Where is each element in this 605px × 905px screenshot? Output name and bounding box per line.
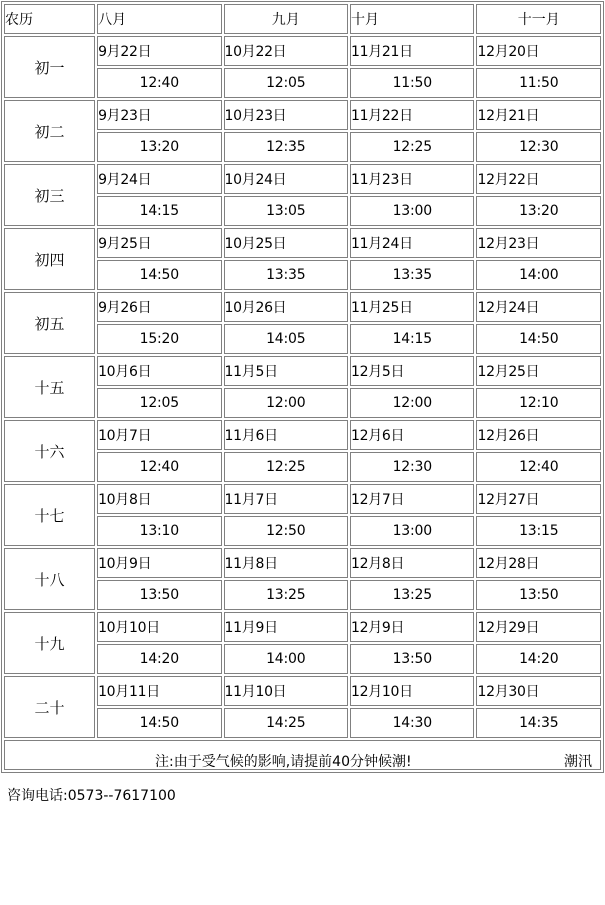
date-cell: 10月11日 bbox=[97, 676, 221, 706]
date-cell: 11月9日 bbox=[224, 612, 348, 642]
lunar-day: 十六 bbox=[4, 420, 95, 482]
tide-time-cell: 14:00 bbox=[224, 644, 348, 674]
tide-time-cell: 14:15 bbox=[350, 324, 474, 354]
date-cell: 12月9日 bbox=[350, 612, 474, 642]
tide-time-cell: 15:20 bbox=[97, 324, 221, 354]
date-cell: 10月10日 bbox=[97, 612, 221, 642]
tide-time-cell: 14:35 bbox=[476, 708, 601, 738]
tide-time-cell: 14:50 bbox=[97, 708, 221, 738]
lunar-day: 十五 bbox=[4, 356, 95, 418]
lunar-day: 初五 bbox=[4, 292, 95, 354]
date-cell: 11月24日 bbox=[350, 228, 474, 258]
date-cell: 9月24日 bbox=[97, 164, 221, 194]
date-cell: 12月28日 bbox=[476, 548, 601, 578]
tide-time-cell: 13:25 bbox=[350, 580, 474, 610]
header-row bbox=[4, 4, 601, 34]
tide-time-cell: 13:20 bbox=[476, 196, 601, 226]
tide-time-cell: 13:50 bbox=[350, 644, 474, 674]
tide-time-cell: 14:15 bbox=[97, 196, 221, 226]
tide-time-cell: 12:40 bbox=[476, 452, 601, 482]
tide-time-cell: 12:05 bbox=[224, 68, 348, 98]
date-cell: 9月25日 bbox=[97, 228, 221, 258]
date-cell: 12月23日 bbox=[476, 228, 601, 258]
tide-time-cell: 12:40 bbox=[97, 68, 221, 98]
date-cell: 12月7日 bbox=[350, 484, 474, 514]
date-cell: 10月6日 bbox=[97, 356, 221, 386]
date-cell: 10月9日 bbox=[97, 548, 221, 578]
date-cell: 12月27日 bbox=[476, 484, 601, 514]
date-cell: 12月29日 bbox=[476, 612, 601, 642]
tide-time-cell: 14:50 bbox=[97, 260, 221, 290]
contact-phone: 咨询电话:0573--7617100 bbox=[7, 788, 176, 804]
date-cell: 10月25日 bbox=[224, 228, 348, 258]
footer-source: 潮汛 bbox=[564, 754, 592, 770]
lunar-day: 十七 bbox=[4, 484, 95, 546]
tide-time-cell: 14:05 bbox=[224, 324, 348, 354]
lunar-day: 初二 bbox=[4, 100, 95, 162]
tide-time-cell: 12:00 bbox=[224, 388, 348, 418]
date-cell: 11月8日 bbox=[224, 548, 348, 578]
tide-time-cell: 11:50 bbox=[476, 68, 601, 98]
date-row bbox=[4, 164, 601, 194]
tide-time-cell: 14:00 bbox=[476, 260, 601, 290]
tide-time-cell: 13:50 bbox=[476, 580, 601, 610]
footer-row bbox=[4, 740, 601, 770]
tide-table bbox=[1, 1, 604, 804]
date-cell: 11月21日 bbox=[350, 36, 474, 66]
tide-time-cell: 13:05 bbox=[224, 196, 348, 226]
tide-time-cell: 13:25 bbox=[224, 580, 348, 610]
tide-time-cell: 12:50 bbox=[224, 516, 348, 546]
date-cell: 12月8日 bbox=[350, 548, 474, 578]
tide-time-cell: 12:10 bbox=[476, 388, 601, 418]
tide-time-cell: 13:00 bbox=[350, 196, 474, 226]
header-lunar: 农历 bbox=[4, 4, 95, 34]
lunar-day: 初四 bbox=[4, 228, 95, 290]
date-row bbox=[4, 292, 601, 322]
tide-time-cell: 13:20 bbox=[97, 132, 221, 162]
date-cell: 9月22日 bbox=[97, 36, 221, 66]
date-cell: 10月22日 bbox=[224, 36, 348, 66]
date-cell: 12月26日 bbox=[476, 420, 601, 450]
tide-time-cell: 13:10 bbox=[97, 516, 221, 546]
lunar-day: 初三 bbox=[4, 164, 95, 226]
date-row bbox=[4, 612, 601, 642]
tide-time-cell: 11:50 bbox=[350, 68, 474, 98]
date-cell: 12月20日 bbox=[476, 36, 601, 66]
tide-time-cell: 13:15 bbox=[476, 516, 601, 546]
date-cell: 9月26日 bbox=[97, 292, 221, 322]
tide-time-cell: 12:40 bbox=[97, 452, 221, 482]
date-cell: 12月30日 bbox=[476, 676, 601, 706]
footer-cell bbox=[4, 740, 601, 804]
tide-time-cell: 13:50 bbox=[97, 580, 221, 610]
tide-time-cell: 12:25 bbox=[350, 132, 474, 162]
tide-time-cell: 14:25 bbox=[224, 708, 348, 738]
header-month-11: 十一月 bbox=[476, 4, 601, 34]
tide-time-cell: 14:20 bbox=[476, 644, 601, 674]
tide-time-cell: 12:30 bbox=[476, 132, 601, 162]
lunar-day: 初一 bbox=[4, 36, 95, 98]
date-cell: 11月7日 bbox=[224, 484, 348, 514]
date-cell: 11月5日 bbox=[224, 356, 348, 386]
date-row bbox=[4, 228, 601, 258]
date-cell: 12月25日 bbox=[476, 356, 601, 386]
date-row bbox=[4, 36, 601, 66]
date-cell: 12月21日 bbox=[476, 100, 601, 130]
date-row bbox=[4, 676, 601, 706]
tide-time-cell: 14:20 bbox=[97, 644, 221, 674]
date-cell: 12月5日 bbox=[350, 356, 474, 386]
lunar-day: 二十 bbox=[4, 676, 95, 738]
tide-time-cell: 14:30 bbox=[350, 708, 474, 738]
tide-time-cell: 13:00 bbox=[350, 516, 474, 546]
header-month-9: 九月 bbox=[224, 4, 348, 34]
date-row bbox=[4, 484, 601, 514]
tide-time-cell: 14:50 bbox=[476, 324, 601, 354]
header-month-10: 十月 bbox=[350, 4, 474, 34]
lunar-day: 十九 bbox=[4, 612, 95, 674]
date-cell: 12月10日 bbox=[350, 676, 474, 706]
tide-time-cell: 13:35 bbox=[224, 260, 348, 290]
date-cell: 11月25日 bbox=[350, 292, 474, 322]
date-cell: 10月24日 bbox=[224, 164, 348, 194]
date-row bbox=[4, 420, 601, 450]
date-cell: 9月23日 bbox=[97, 100, 221, 130]
date-cell: 10月26日 bbox=[224, 292, 348, 322]
date-cell: 10月8日 bbox=[97, 484, 221, 514]
date-cell: 12月6日 bbox=[350, 420, 474, 450]
date-cell: 11月23日 bbox=[350, 164, 474, 194]
date-cell: 11月10日 bbox=[224, 676, 348, 706]
tide-time-cell: 12:35 bbox=[224, 132, 348, 162]
date-cell: 11月22日 bbox=[350, 100, 474, 130]
date-row bbox=[4, 548, 601, 578]
date-cell: 12月24日 bbox=[476, 292, 601, 322]
lunar-day: 十八 bbox=[4, 548, 95, 610]
date-row bbox=[4, 100, 601, 130]
date-cell: 10月23日 bbox=[224, 100, 348, 130]
tide-time-cell: 12:25 bbox=[224, 452, 348, 482]
date-cell: 12月22日 bbox=[476, 164, 601, 194]
tide-time-cell: 12:05 bbox=[97, 388, 221, 418]
header-month-8: 八月 bbox=[97, 4, 221, 34]
date-row bbox=[4, 356, 601, 386]
tide-time-cell: 13:35 bbox=[350, 260, 474, 290]
tide-time-cell: 12:30 bbox=[350, 452, 474, 482]
date-cell: 11月6日 bbox=[224, 420, 348, 450]
footer-note: 注:由于受气候的影响,请提前40分钟候潮! bbox=[155, 754, 412, 770]
date-cell: 10月7日 bbox=[97, 420, 221, 450]
tide-time-cell: 12:00 bbox=[350, 388, 474, 418]
